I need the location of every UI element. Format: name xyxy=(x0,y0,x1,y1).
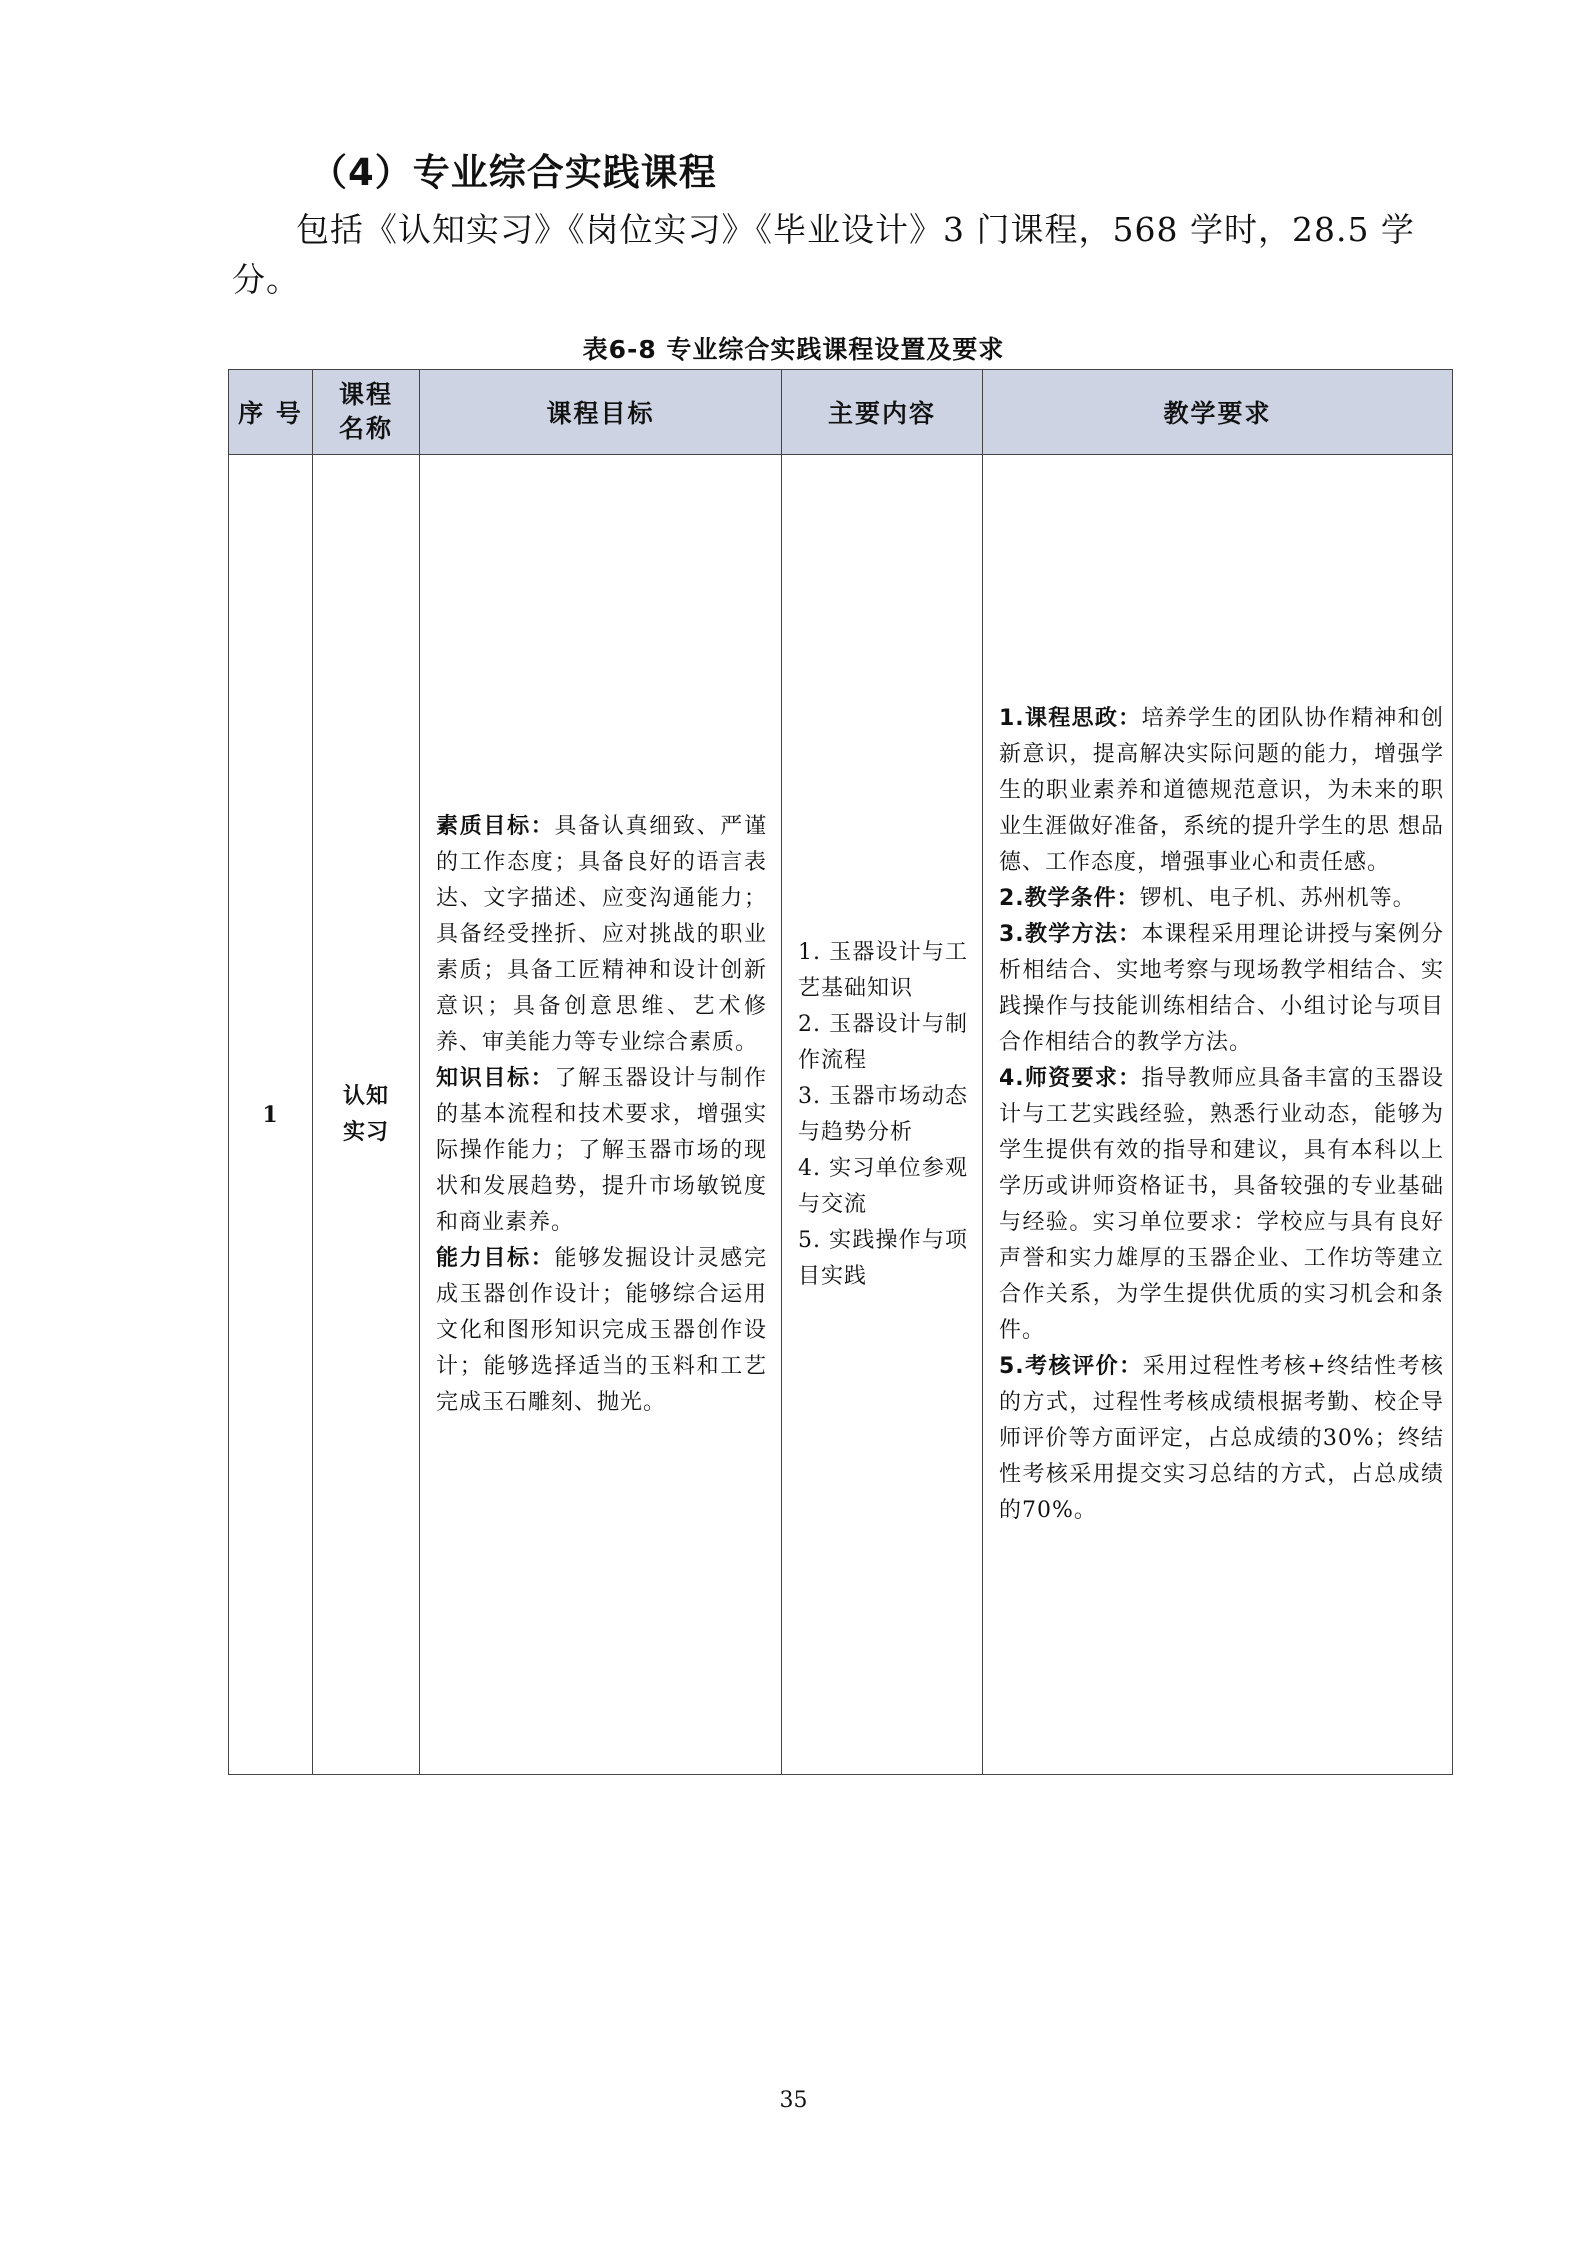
content-item: 1. 玉器设计与工艺基础知识 xyxy=(798,939,968,1001)
req-ideology-label: 1.课程思政： xyxy=(999,705,1142,731)
goal-quality-text: 具备认真细致、严谨的工作态度；具备良好的语言表达、文字描述、应变沟通能力；具备经受挫折、应对挑战的职业素质；具备工匠精神和设计创新意识；具备创意思维、艺术修养、审美能力等专业综合素质。 xyxy=(436,813,767,1055)
req-methods xyxy=(999,917,1444,1061)
req-teachers-text: 指导教师应具备丰富的玉器设计与工艺实践经验，熟悉行业动态，能够为学生提供有效的指导和建议，具有本科以上学历或讲师资格证书，具备较强的专业基础与经验。实习单位要求：学校应与具有良好声誉和实力雄厚的玉器企业、工作坊等建立合作关系，为学生提供优质的实习机会和条件。 xyxy=(999,1065,1444,1343)
content-item: 4. 实习单位参观与交流 xyxy=(798,1155,968,1217)
section-heading: （4）专业综合实践课程 xyxy=(310,151,717,194)
page-number: 35 xyxy=(779,2088,808,2113)
header-name xyxy=(313,370,420,455)
goal-ability xyxy=(436,1241,767,1421)
intro-paragraph: 包括《认知实习》《岗位实习》《毕业设计》3 门课程，568 学时，28.5 学分。 xyxy=(232,210,1415,299)
req-ideology-text: 培养学生的团队协作精神和创新意识，提高解决实际问题的能力，增强学生的职业素养和道德规范意识，为未来的职业生涯做好准备，系统的提升学生的思 想品德、工作态度，增强事业心和责任感。 xyxy=(999,705,1444,875)
content-item: 2. 玉器设计与制作流程 xyxy=(798,1011,968,1073)
row-course-name xyxy=(313,455,420,1775)
goal-knowledge xyxy=(436,1061,767,1241)
req-conditions-text: 锣机、电子机、苏州机等。 xyxy=(1139,885,1416,911)
req-assessment xyxy=(999,1349,1444,1529)
row-content xyxy=(782,455,983,1775)
goal-ability-label: 能力目标： xyxy=(436,1245,555,1271)
req-assessment-text: 采用过程性考核+终结性考核的方式，过程性考核成绩根据考勤、校企导师评价等方面评定，占总成绩的30%；终结性考核采用提交实习总结的方式，占总成绩的70%。 xyxy=(999,1353,1445,1523)
req-assessment-label: 5.考核评价： xyxy=(999,1353,1143,1379)
req-conditions-label: 2.教学条件： xyxy=(999,885,1140,911)
table-header-row xyxy=(229,370,1453,455)
header-name-line1: 课程 xyxy=(338,380,393,409)
req-ideology xyxy=(999,701,1444,881)
header-no: 序 号 xyxy=(229,370,313,455)
header-content: 主要内容 xyxy=(782,370,983,455)
goal-knowledge-text: 了解玉器设计与制作的基本流程和技术要求，增强实际操作能力；了解玉器市场的现状和发展趋势，提升市场敏锐度和商业素养。 xyxy=(436,1065,767,1235)
row-requirements xyxy=(983,455,1453,1775)
header-requirements: 教学要求 xyxy=(983,370,1453,455)
req-teachers-label: 4.师资要求： xyxy=(999,1065,1142,1091)
goal-knowledge-label: 知识目标： xyxy=(436,1065,555,1091)
header-goals: 课程目标 xyxy=(420,370,782,455)
row-goals xyxy=(420,455,782,1775)
goal-ability-text: 能够发掘设计灵感完成玉器创作设计；能够综合运用文化和图形知识完成玉器创作设计；能够选择适当的玉料和工艺完成玉石雕刻、抛光。 xyxy=(436,1245,767,1415)
req-teachers xyxy=(999,1061,1444,1349)
row-course-name-line2: 实习 xyxy=(342,1119,389,1145)
goal-quality-label: 素质目标： xyxy=(436,813,555,839)
header-name-line2: 名称 xyxy=(338,414,393,443)
content-item: 5. 实践操作与项目实践 xyxy=(798,1227,968,1289)
row-course-name-line1: 认知 xyxy=(342,1083,389,1109)
row-no: 1 xyxy=(229,455,313,1775)
table-row xyxy=(229,455,1453,1775)
goal-quality xyxy=(436,809,767,1061)
req-methods-label: 3.教学方法： xyxy=(999,921,1142,947)
req-methods-text: 本课程采用理论讲授与案例分析相结合、实地考察与现场教学相结合、实践操作与技能训练相结合、小组讨论与项目合作相结合的教学方法。 xyxy=(999,921,1444,1055)
course-table xyxy=(228,369,1453,1775)
content-item: 3. 玉器市场动态与趋势分析 xyxy=(798,1083,968,1145)
req-conditions xyxy=(999,881,1444,917)
table-caption: 表6-8 专业综合实践课程设置及要求 xyxy=(582,335,1005,364)
